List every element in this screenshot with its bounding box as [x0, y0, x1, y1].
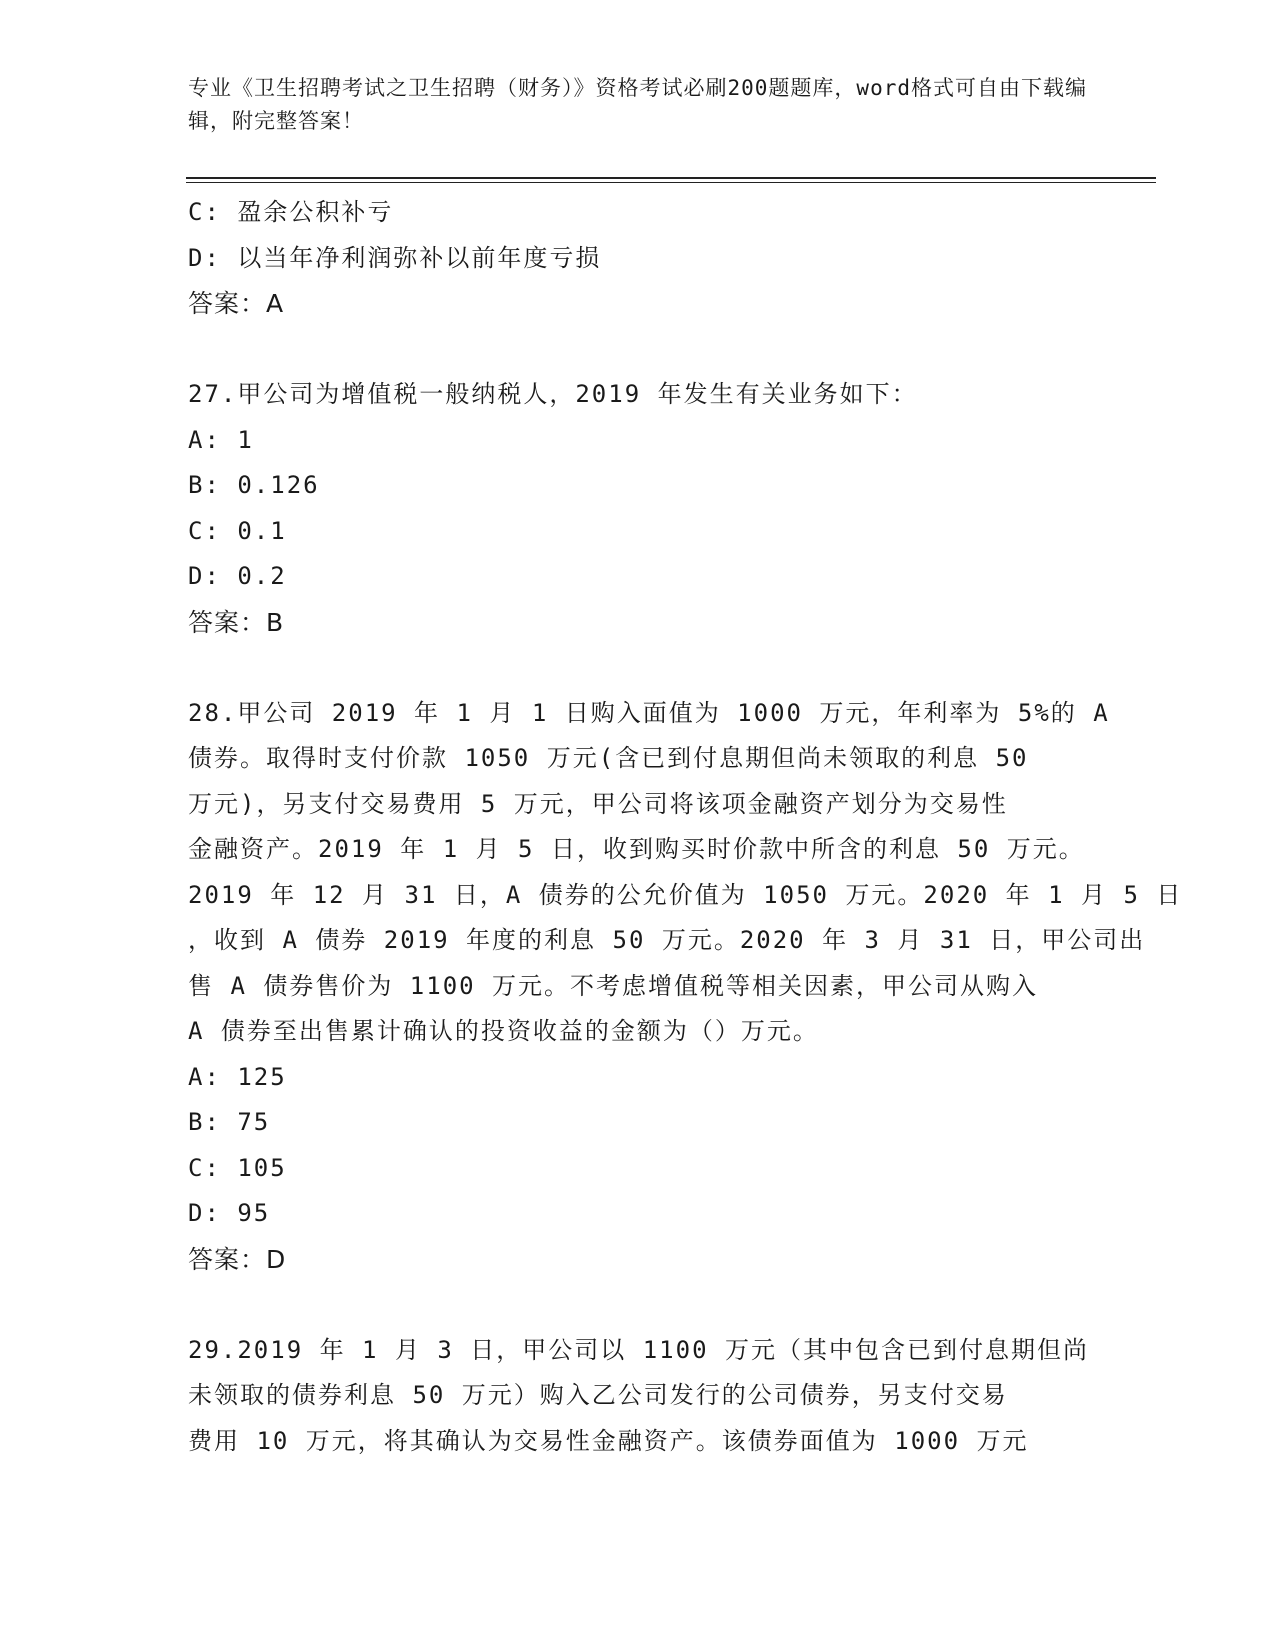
option-b: B: 75 — [188, 1108, 271, 1136]
header-divider-thick — [186, 177, 1156, 179]
option-a: A: 1 — [188, 425, 254, 454]
stem-line: 28.甲公司 2019 年 1 月 1 日购入面值为 1000 万元，年利率为 5%的 A — [188, 698, 1110, 727]
stem-line: 金融资产。2019 年 1 月 5 日，收到购买时价款中所含的利息 50 万元。 — [188, 835, 1085, 863]
option-b: B: 0.126 — [188, 471, 320, 499]
option-a: A: 125 — [188, 1062, 287, 1091]
question-27-stem: 27.甲公司为增值税一般纳税人，2019 年发生有关业务如下： — [188, 380, 918, 408]
answer-line: 答案：D — [188, 1244, 287, 1274]
stem-line: 费用 10 万元，将其确认为交易性金融资产。该债券面值为 1000 万元 — [188, 1426, 1029, 1455]
spacer — [188, 645, 1088, 691]
stem-line: 万元)，另支付交易费用 5 万元，甲公司将该项金融资产划分为交易性 — [188, 789, 1008, 818]
spacer — [188, 327, 1088, 373]
header-title: 专业《卫生招聘考试之卫生招聘（财务）》资格考试必刷200题题库，word格式可自由下载编辑，附完整答案！ — [188, 76, 1087, 133]
answer-line: 答案：A — [188, 289, 285, 318]
option-d: D: 0.2 — [188, 562, 287, 590]
option-c: C: 0.1 — [188, 516, 287, 545]
stem-line: 债券。取得时支付价款 1050 万元(含已到付息期但尚未领取的利息 50 — [188, 744, 1029, 772]
option-c: C: 盈余公积补亏 — [188, 198, 394, 226]
question-28-stem — [188, 691, 1183, 1055]
option-c: C: 105 — [188, 1153, 287, 1182]
stem-line: 2019 年 12 月 31 日，A 债券的公允价值为 1050 万元。2020 年 1 月 5 日 — [188, 880, 1183, 909]
document-header — [188, 72, 1088, 138]
stem-line: ，收到 A 债券 2019 年度的利息 50 万元。2020 年 3 月 31 日，甲公司出 — [188, 926, 1146, 954]
option-d: D: 以当年净利润弥补以前年度亏损 — [188, 243, 602, 272]
stem-line: 未领取的债券利息 50 万元）购入乙公司发行的公司债券，另支付交易 — [188, 1381, 1008, 1409]
question-content — [188, 190, 1183, 1464]
option-d: D: 95 — [188, 1199, 271, 1227]
question-29-stem — [188, 1328, 1088, 1465]
stem-line: 29.2019 年 1 月 3 日，甲公司以 1100 万元（其中包含已到付息期但尚 — [188, 1335, 1089, 1364]
answer-line: 答案：B — [188, 607, 285, 637]
spacer — [188, 1282, 1088, 1328]
stem-line: A 债券至出售累计确认的投资收益的金额为（）万元。 — [188, 1017, 819, 1045]
stem-line: 售 A 债券售价为 1100 万元。不考虑增值税等相关因素，甲公司从购入 — [188, 971, 1039, 1000]
header-divider-thin — [186, 182, 1156, 183]
